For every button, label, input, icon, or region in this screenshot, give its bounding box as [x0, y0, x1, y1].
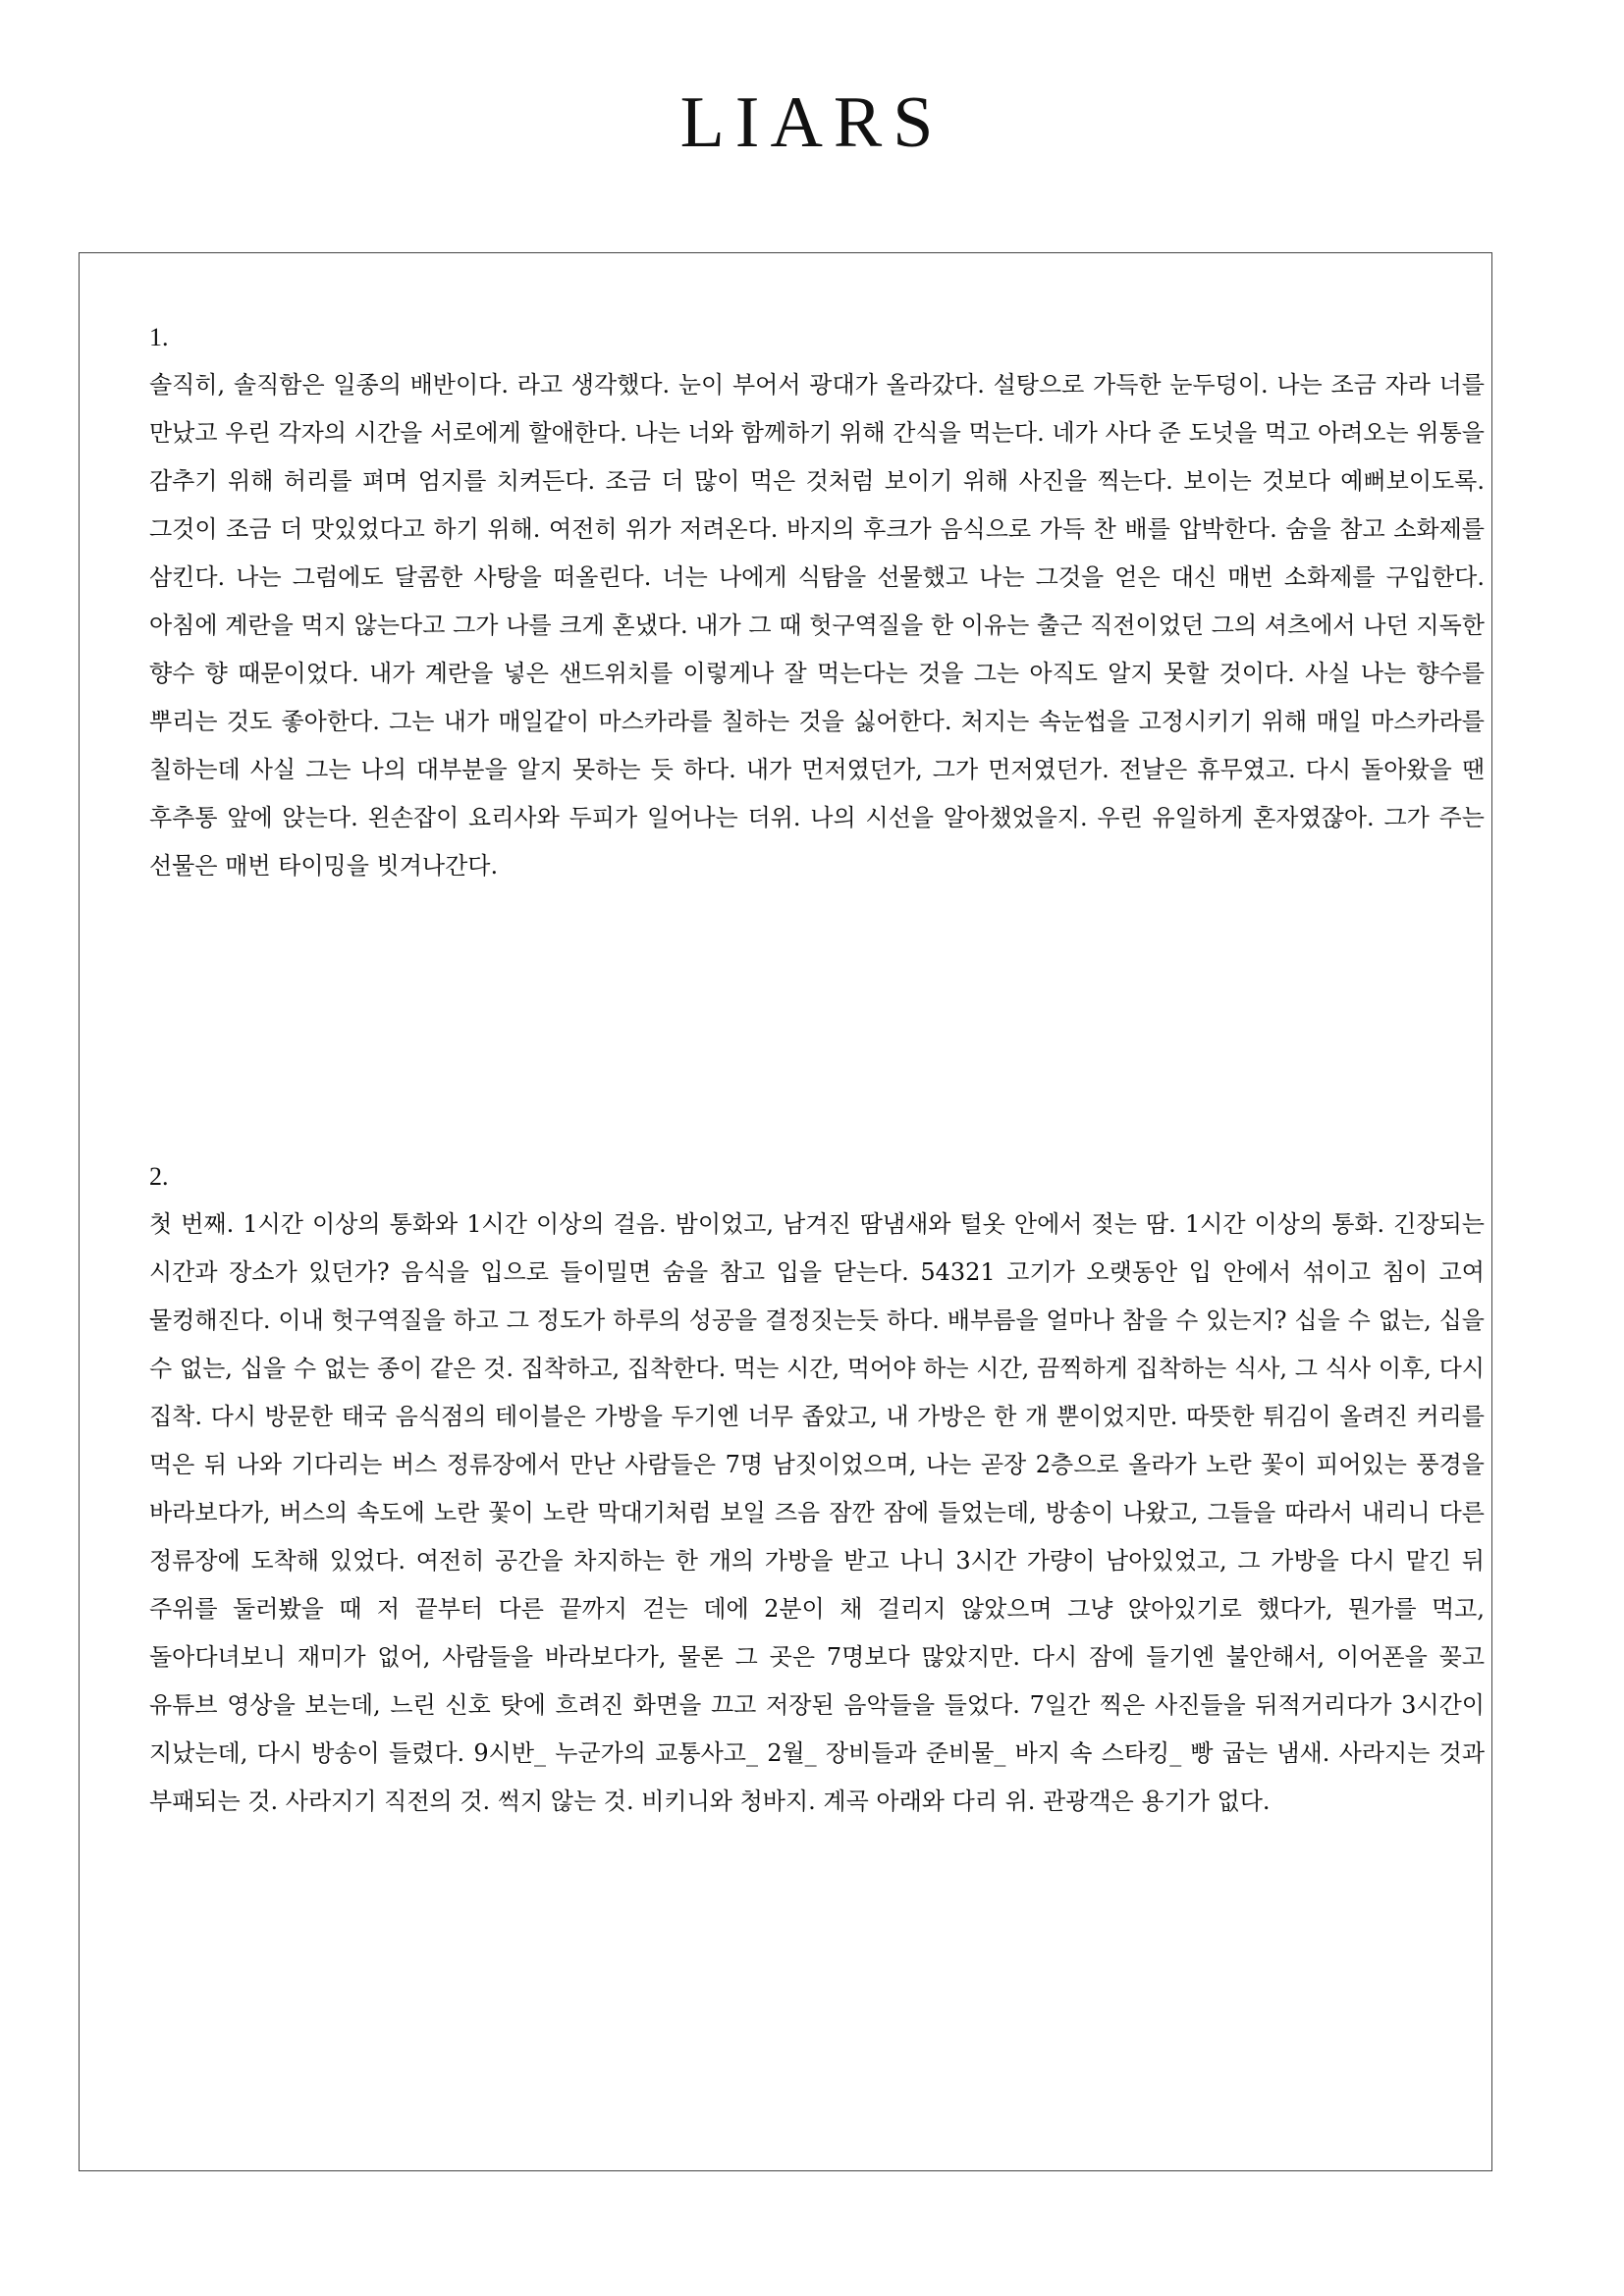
section-2-body: 첫 번째. 1시간 이상의 통화와 1시간 이상의 걸음. 밤이었고, 남겨진 땀냄새와 털옷 안에서 젖는 땀. 1시간 이상의 통화. 긴장되는 시간과 장소가 있던가? 음식을 입으로 들이밀면 숨을 참고 입을 닫는다. 54321 고기가 오랫동안 입 안에서 섞이고 침이 고여 물컹해진다. 이내 헛구역질을 하고 그 정도가 하루의 성공을 결정짓는듯 하다. 배부름을 얼마나 참을 수 있는지? 십을 수 없는, 십을 수 없는, 십을 수 없는 종이 같은 것. 집착하고, 집착한다. 먹는 시간, 먹어야 하는 시간, 끔찍하게 집착하는 식사, 그 식사 이후, 다시 집착. 다시 방문한 태국 음식점의 테이블은 가방을 두기엔 너무 좁았고, 내 가방은 한 개 뿐이었지만. 따뜻한 튀김이 올려진 커리를 먹은 뒤 나와 기다리는 버스 정류장에서 만난 사람들은 7명 남짓이었으며, 나는 곧장 2층으로 올라가 노란 꽃이 피어있는 풍경을 바라보다가, 버스의 속도에 노란 꽃이 노란 막대기처럼 보일 즈음 잠깐 잠에 들었는데, 방송이 나왔고, 그들을 따라서 내리니 다른 정류장에 도착해 있었다. 여전히 공간을 차지하는 한 개의 가방을 받고 나니 3시간 가량이 남아있었고, 그 가방을 다시 맡긴 뒤 주위를 둘러봤을 때 저 끝부터 다른 끝까지 걷는 데에 2분이 채 걸리지 않았으며 그냥 앉아있기로 했다가, 뭔가를 먹고, 돌아다녀보니 재미가 없어, 사람들을 바라보다가, 물론 그 곳은 7명보다 많았지만. 다시 잠에 들기엔 불안해서, 이어폰을 꽂고 유튜브 영상을 보는데, 느린 신호 탓에 흐려진 화면을 끄고 저장된 음악들을 들었다. 7일간 찍은 사진들을 뒤적거리다가 3시간이 지났는데, 다시 방송이 들렸다. 9시반_ 누군가의 교통사고_ 2월_ 장비들과 준비물_ 바지 속 스타킹_ 빵 굽는 냄새. 사라지는 것과 부패되는 것. 사라지기 직전의 것. 썩지 않는 것. 비키니와 청바지. 계곡 아래와 다리 위. 관광객은 용기가 없다.	[149, 1210, 1485, 1815]
section-2	[149, 1152, 1485, 1826]
section-1-number: 1.	[149, 323, 169, 351]
section-2-number: 2.	[149, 1162, 169, 1191]
section-1-body: 솔직히, 솔직함은 일종의 배반이다. 라고 생각했다. 눈이 부어서 광대가 올라갔다. 설탕으로 가득한 눈두덩이. 나는 조금 자라 너를 만났고 우린 각자의 시간을 서로에게 할애한다. 나는 너와 함께하기 위해 간식을 먹는다. 네가 사다 준 도넛을 먹고 아려오는 위통을 감추기 위해 허리를 펴며 엄지를 치켜든다. 조금 더 많이 먹은 것처럼 보이기 위해 사진을 찍는다. 보이는 것보다 예뻐보이도록. 그것이 조금 더 맛있었다고 하기 위해. 여전히 위가 저려온다. 바지의 후크가 음식으로 가득 찬 배를 압박한다. 숨을 참고 소화제를 삼킨다. 나는 그럼에도 달콤한 사탕을 떠올린다. 너는 나에게 식탐을 선물했고 나는 그것을 얻은 대신 매번 소화제를 구입한다. 아침에 계란을 먹지 않는다고 그가 나를 크게 혼냈다. 내가 그 때 헛구역질을 한 이유는 출근 직전이었던 그의 셔츠에서 나던 지독한 향수 향 때문이었다. 내가 계란을 넣은 샌드위치를 이렇게나 잘 먹는다는 것을 그는 아직도 알지 못할 것이다. 사실 나는 향수를 뿌리는 것도 좋아한다. 그는 내가 매일같이 마스카라를 칠하는 것을 싫어한다. 처지는 속눈썹을 고정시키기 위해 매일 마스카라를 칠하는데 사실 그는 나의 대부분을 알지 못하는 듯 하다. 내가 먼저였던가, 그가 먼저였던가. 전날은 휴무였고. 다시 돌아왔을 땐 후추통 앞에 앉는다. 왼손잡이 요리사와 두피가 일어나는 더위. 나의 시선을 알아챘었을지. 우린 유일하게 혼자였잖아. 그가 주는 선물은 매번 타이밍을 빗겨나간다.	[149, 371, 1485, 880]
section-1	[149, 313, 1485, 890]
document-title: LIARS	[679, 82, 945, 163]
